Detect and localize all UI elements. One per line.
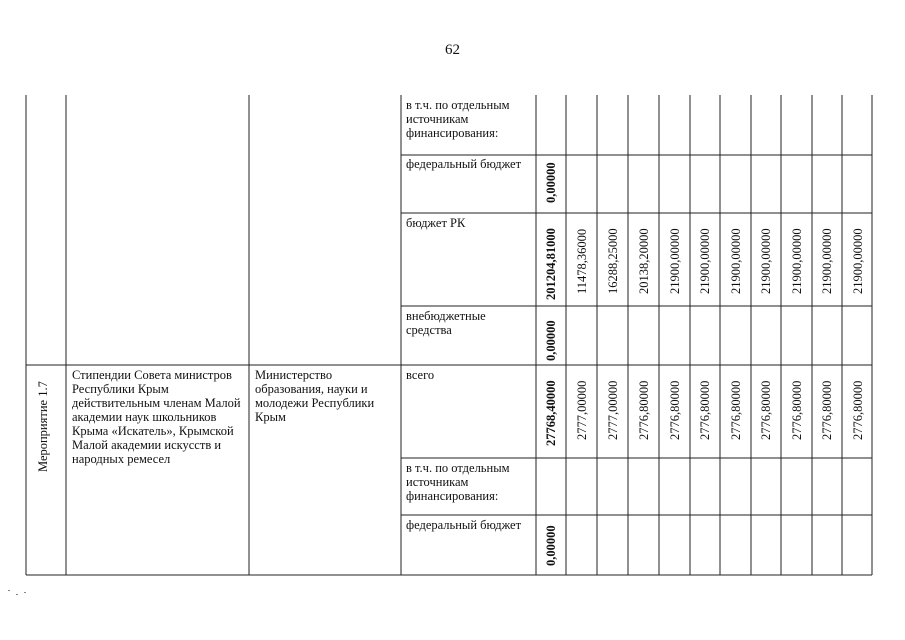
year-value: 2776,80000	[790, 380, 804, 440]
year-value: 2776,80000	[668, 380, 682, 440]
year-value: 2776,80000	[698, 380, 712, 440]
source-label: в т.ч. по отдельным источникам финансирования:	[406, 461, 510, 503]
year-value: 21900,00000	[759, 228, 773, 294]
measure-name: Стипендии Совета министров Республики Крым действительным членам Малой академии наук школьников Крыма «Искатель», Крымской Малой академии искусств и народных ремесел	[72, 368, 241, 466]
year-value: 2776,80000	[820, 380, 834, 440]
year-value: 21900,00000	[820, 228, 834, 294]
source-label: федеральный бюджет	[406, 157, 522, 171]
source-label: федеральный бюджет	[406, 518, 522, 532]
measure-label: Мероприятие 1.7	[36, 381, 50, 472]
page-number: 62	[445, 42, 460, 58]
year-value: 20138,20000	[637, 228, 651, 294]
year-value: 21900,00000	[668, 228, 682, 294]
year-value: 2776,80000	[759, 380, 773, 440]
total-value: 0,00000	[544, 162, 558, 203]
year-value: 21900,00000	[698, 228, 712, 294]
source-label: в т.ч. по отдельным источникам финансирования:	[406, 98, 510, 140]
year-value: 21900,00000	[851, 228, 865, 294]
total-value: 0,00000	[544, 320, 558, 361]
year-value: 2777,00000	[606, 380, 620, 440]
year-value: 2776,80000	[851, 380, 865, 440]
year-value: 16288,25000	[606, 228, 620, 294]
source-label: всего	[406, 368, 435, 382]
year-value: 21900,00000	[790, 228, 804, 294]
measure-executor: Министерство образования, науки и молодежи Республики Крым	[255, 368, 375, 424]
year-value: 2776,80000	[729, 380, 743, 440]
total-value: 0,00000	[544, 525, 558, 566]
source-label: бюджет РК	[406, 216, 466, 230]
year-value: 11478,36000	[575, 228, 589, 294]
year-value: 21900,00000	[729, 228, 743, 294]
year-value: 2776,80000	[637, 380, 651, 440]
source-label: внебюджетные средства	[406, 309, 486, 337]
year-value: 2777,00000	[575, 380, 589, 440]
scan-speck	[16, 594, 18, 595]
total-value: 27768,40000	[544, 380, 558, 446]
total-value: 201204,81000	[544, 228, 558, 300]
scan-speck	[8, 590, 10, 591]
scan-speck	[24, 592, 26, 593]
